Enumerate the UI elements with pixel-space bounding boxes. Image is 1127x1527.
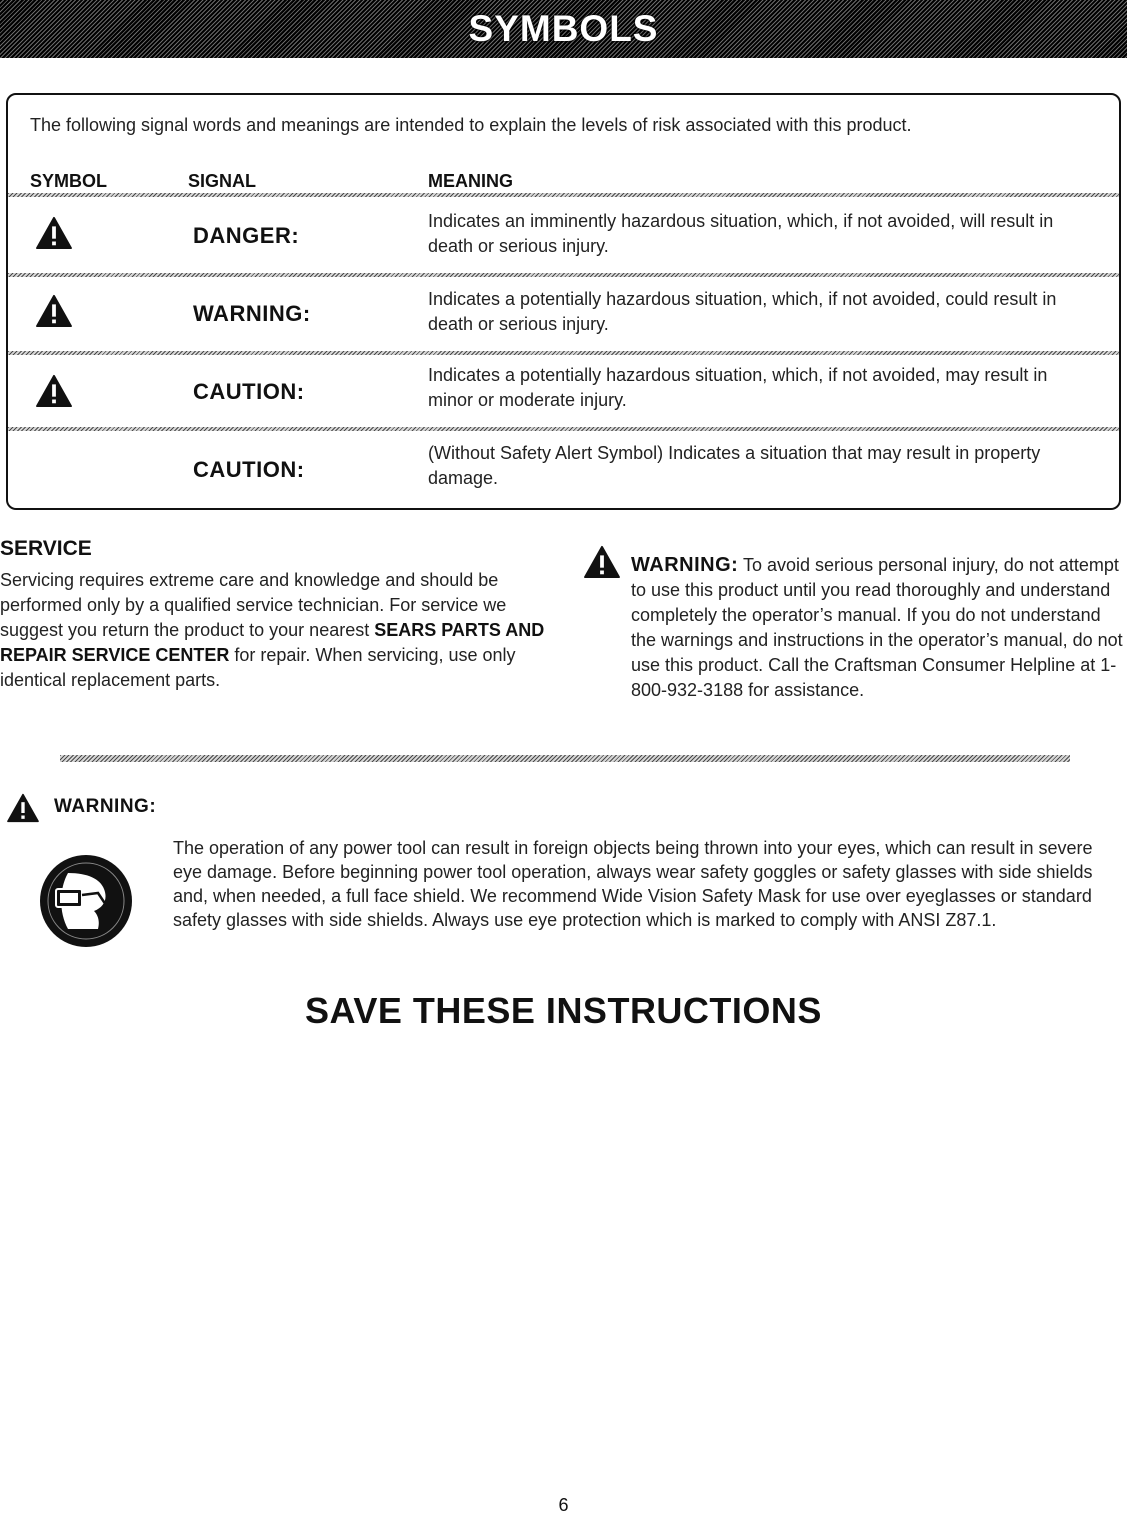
safety-alert-icon [35, 216, 73, 250]
service-body-end: for repair. When servicing, use only identical replacement parts. [0, 645, 516, 690]
service-warning-label: WARNING: [631, 554, 739, 576]
eye-warning-label: WARNING: [54, 796, 157, 817]
section-divider [60, 755, 1070, 762]
meaning-caution: Indicates a potentially hazardous situation, which, if not avoided, may result in minor or moderate injury. [428, 365, 1048, 410]
safety-alert-icon [5, 793, 41, 823]
meaning-warning: Indicates a potentially hazardous situation, which, if not avoided, could result in death or serious injury. [428, 289, 1057, 334]
service-body-start: Servicing requires extreme care and knowledge and should be performed only by a qualified service technician. For service we suggest you return the product to your nearest [0, 570, 507, 640]
signal-caution-property: CAUTION: [193, 457, 305, 482]
eye-warning-text: The operation of any power tool can result in foreign objects being thrown into your eyes, which can result in severe eye damage. Before beginning power tool operation, always wear safety goggles or safety glasses with side shields and, when needed, a full face shield. We recommend Wide Vision Safety Mask for use over eyeglasses or standard safety glasses with side shields. Always use eye protection which is marked to comply with ANSI Z87.1. [173, 838, 1093, 930]
symbols-table [6, 93, 1121, 510]
banner-title: SYMBOLS [468, 8, 659, 49]
table-row-danger [8, 197, 1119, 273]
signal-warning: WARNING: [193, 301, 311, 326]
page-number: 6 [558, 1495, 569, 1515]
service-warning-body: To avoid serious personal injury, do not attempt to use this product until you read thoroughly and understand completely the operator’s manual. If you do not understand the warnings and instructions in the operator’s manual, do not use this product. Call the Craftsman Consumer Helpline at 1-800-932-3188 for assistance. [631, 555, 1123, 700]
eye-protection-icon [38, 853, 134, 949]
header-meaning: MEANING [428, 171, 513, 191]
safety-alert-icon [35, 374, 73, 408]
symbols-banner [0, 0, 1127, 58]
service-center-name: SEARS PARTS AND REPAIR SERVICE CENTER [0, 620, 545, 665]
meaning-caution-property: (Without Safety Alert Symbol) Indicates a situation that may result in property damage. [428, 443, 1041, 488]
header-symbol: SYMBOL [30, 171, 108, 191]
service-body [0, 568, 545, 693]
signal-danger: DANGER: [193, 223, 300, 248]
symbols-intro: The following signal words and meanings are intended to explain the levels of risk associated with this product. [30, 115, 912, 135]
service-title: SERVICE [0, 537, 92, 560]
table-row-caution-property [8, 431, 1119, 507]
meaning-danger: Indicates an imminently hazardous situation, which, if not avoided, will result in death or serious injury. [428, 211, 1054, 256]
table-row-warning [8, 277, 1119, 353]
table-row-caution [8, 355, 1119, 431]
safety-alert-icon [582, 545, 622, 579]
service-warning-text [631, 553, 1127, 703]
save-instructions: SAVE THESE INSTRUCTIONS [305, 990, 822, 1031]
safety-alert-icon [35, 294, 73, 328]
header-signal: SIGNAL [188, 171, 257, 191]
signal-caution: CAUTION: [193, 379, 305, 404]
